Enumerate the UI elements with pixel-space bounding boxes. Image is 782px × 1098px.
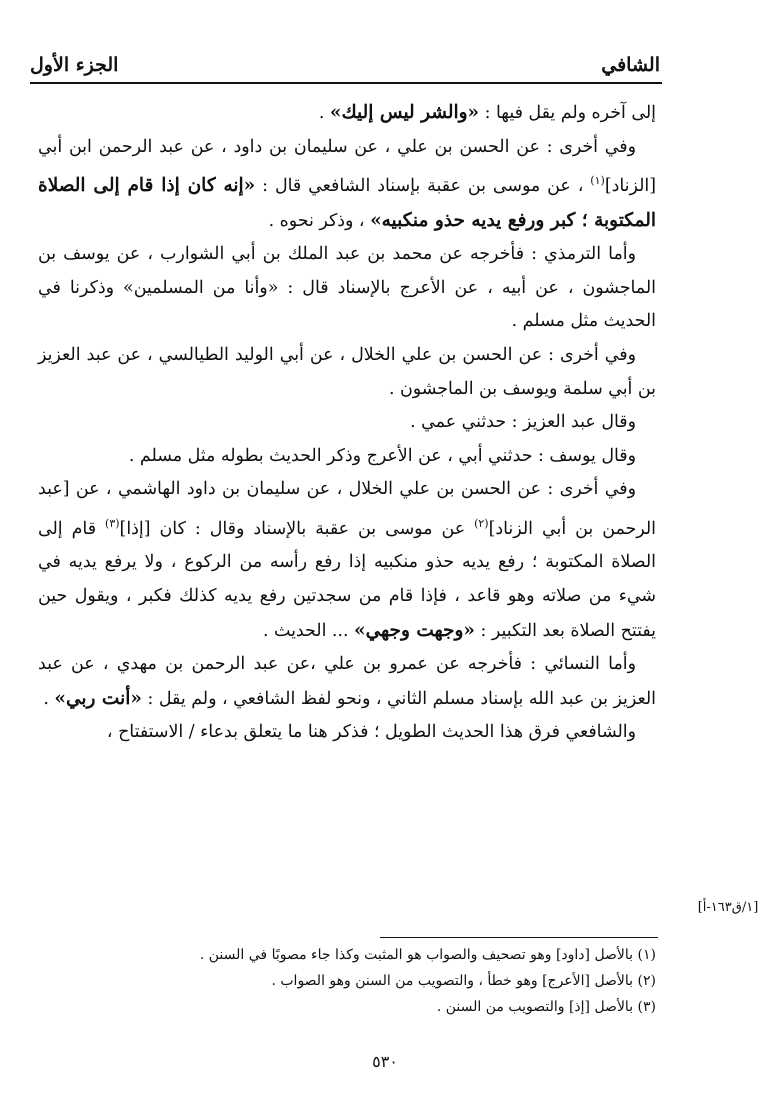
paragraph: وفي أخرى : عن الحسن بن علي الخلال ، عن أبي الوليد الطيالسي ، عن عبد العزيز بن أبي سلمة ويوسف بن الماجشون .	[38, 344, 656, 399]
quotation: «وجهت وجهي»	[354, 619, 475, 641]
paragraph: وأما النسائي : فأخرجه عن عمرو بن علي ،عن عبد الرحمن بن مهدي ، عن عبد العزيز بن عبد الله بإسناد مسلم الثاني ، ونحو لفظ الشافعي ، ولم يقل : «أنت ربي» .	[38, 654, 656, 709]
quotation: «أنت ربي»	[54, 687, 142, 709]
footnotes	[80, 942, 656, 1020]
paragraph: وقال يوسف : حدثني أبي ، عن الأعرج وذكر الحديث بطوله مثل مسلم .	[128, 445, 636, 466]
quotation: «إنه كان إذا قام إلى الصلاة المكتوبة ؛ كبر ورفع يديه حذو منكبيه»	[38, 174, 656, 231]
paragraph: وفي أخرى : عن الحسن بن علي ، عن سليمان بن داود ، عن عبد الرحمن ابن أبي [الزناد]$^{(١)}$ ، عن موسى بن عقبة بإسناد الشافعي قال : «إنه كان إذا قام إلى الصلاة المكتوبة ؛ كبر ورفع يديه حذو منكبيه» ، وذكر نحوه .	[38, 136, 656, 231]
paragraph: والشافعي فرق هذا الحديث الطويل ؛ فذكر هنا ما يتعلق بدعاء / الاستفتاح ،	[106, 722, 636, 743]
footnote-ref: (٢)	[474, 516, 489, 530]
running-header	[30, 46, 660, 80]
paragraph: وقال عبد العزيز : حدثني عمي .	[410, 412, 636, 433]
footnote: (٢) بالأصل [الأعرج] وهو خطأ ، والتصويب من السنن وهو الصواب .	[271, 973, 656, 989]
main-text	[38, 96, 656, 750]
footnote: (١) بالأصل [داود] وهو تصحيف والصواب هو المثبت وكذا جاء مصوبًا في السنن .	[199, 947, 656, 963]
paragraph: إلى آخره ولم يقل فيها : «والشر ليس إليك» .	[318, 102, 656, 123]
paragraph: وأما الترمذي : فأخرجه عن محمد بن عبد الملك بن أبي الشوارب ، عن يوسف بن الماجشون ، عن أبيه ، عن الأعرج بالإسناد قال : «وأنا من المسلمين» وذكرنا في الحديث مثل مسلم .	[38, 244, 656, 332]
footnote-ref: (١)	[590, 174, 605, 188]
paragraph: وفي أخرى : عن الحسن بن علي الخلال ، عن سليمان بن داود الهاشمي ، عن [عبد الرحمن بن أبي الزناد]$^{(٢)}$ عن موسى بن عقبة بالإسناد وقال : كان [إذا]$^{(٣)}$ قام إلى الصلاة المكتوبة ؛ رفع يديه حذو منكبيه إذا رفع رأسه من الركوع ، ولا يرفع يديه في شيء من صلاته وهو قاعد ، فإذا قام من سجدتين رفع يديه كذلك فكبر ، ويقول حين يفتتح الصلاة بعد التكبير : «وجهت وجهي» ... الحديث .	[38, 479, 656, 641]
page-number: ٥٣٠	[372, 1052, 398, 1071]
volume-label: الجزء الأول	[30, 54, 119, 76]
quotation: «والشر ليس إليك»	[329, 102, 480, 123]
header-rule	[30, 82, 662, 84]
footnote-ref: (٣)	[105, 516, 120, 530]
footnote-rule	[380, 937, 658, 938]
footnote: (٣) بالأصل [إذ] والتصويب من السنن .	[436, 999, 656, 1015]
manuscript-folio-note: [١/ق١٦٣-أ]	[697, 900, 759, 915]
book-title: الشافي	[601, 54, 660, 76]
